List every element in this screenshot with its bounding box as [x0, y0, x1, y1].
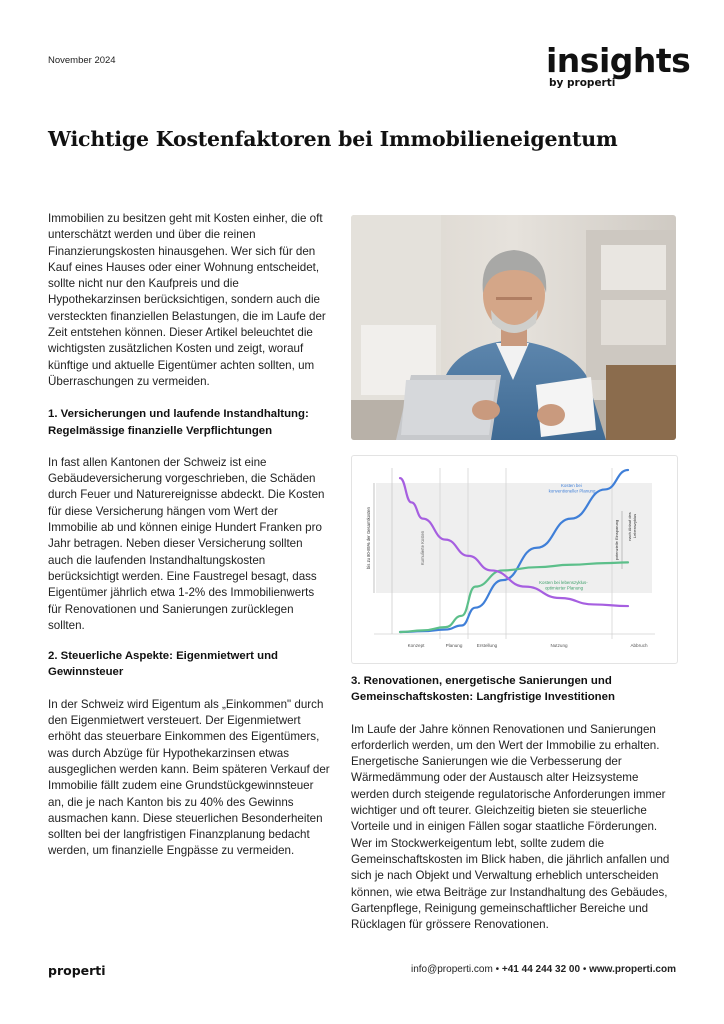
optimized-label: Kosten bei lebenszyklus- optimierter Planung	[539, 580, 588, 591]
cost-chart	[351, 455, 678, 664]
logo-wordmark: insights	[546, 41, 691, 80]
intro-paragraph: Immobilien zu besitzen geht mit Kosten einher, die oft unterschätzt werden und über die reinen Finanzierungskosten hinausgehen. Wer sich für den Kauf eines Hauses oder einer Wohnung entscheidet, sollte nicht nur den Kaufpreis und die Hypothekarzinsen berücksichtigen, sondern auch die versteckten finanziellen Belastungen, die im Laufe der Zeit entstehen können. Dieser Artikel beleuchtet die wichtigsten zusätzlichen Kosten und zeigt, worauf künftige und aktuelle Eigentümer achten sollten, um Überraschungen zu vermeiden.	[48, 212, 326, 388]
x-tick-label: Konzept	[407, 643, 425, 648]
footer-contact	[411, 964, 676, 975]
man-with-laptop-image	[351, 215, 676, 440]
section-1-heading: 1. Versicherungen und laufende Instandhaltung: Regelmässige finanzielle Verpflichtungen	[48, 408, 309, 437]
y-axis-label: bis zu 80-85% der Gesamtkosten	[366, 507, 371, 569]
article-photo	[351, 215, 676, 440]
publication-date: November 2024	[48, 55, 116, 66]
section-1-body: In fast allen Kantonen der Schweiz ist eine Gebäudeversicherung vorgeschrieben, die Schäden durch Feuer und Naturereignisse abdeckt. Die Kosten für diese Versicherung hängen vom Wert der Immobilie ab und können einige Hundert Franken pro Jahr betragen. Neben dieser Versicherung sollten auch die laufenden Instandhaltungskosten berücksichtigt werden. Eine Faustregel besagt, dass Eigentümer jährlich etwa 1-2% des Immobilienwerts für Renovationen und Sanierungen zurücklegen sollten.	[48, 455, 325, 632]
x-tick-label: Abbruch	[630, 643, 648, 648]
logo-subtitle: by properti	[549, 77, 616, 89]
lifecycle-label: nach Ablauf des Lebenszyklus	[627, 512, 637, 541]
footer-web[interactable]: www.properti.com	[589, 964, 676, 975]
lifecycle-cost-chart	[352, 456, 677, 663]
savings-label: potenzielle Einsparung	[614, 519, 619, 561]
section-3-body: Im Laufe der Jahre können Renovationen und Sanierungen erforderlich werden, um den Wert der Immobilie zu erhalten. Energetische Sanierungen wie die Verbesserung der Wärmedämmung oder der Austausch alter Heizsysteme werden durch steigende regulatorische Anforderungen immer wichtiger und oft teurer. Gleichzeitig bieten sie steuerliche Vorteile und in einigen Fällen sogar staatliche Förderungen. Wer im Stockwerkeigentum lebt, sollte zudem die Gemeinschaftskosten im Blick haben, die jährlich anfallen und sich je nach Objekt und Verwaltung erheblich unterscheiden können, wie etwa Beiträge zur Instandhaltung des Gebäudes, Gartenpflege, Reinigung gemeinschaftlicher Bereiche und Rücklagen für grössere Renovationen.	[351, 722, 670, 932]
footer-phone[interactable]: +41 44 244 32 00	[501, 964, 581, 975]
chart-shaded-band	[376, 483, 652, 593]
insights-logo[interactable]	[546, 41, 691, 89]
footer-email[interactable]: info@properti.com	[410, 964, 493, 975]
right-column	[351, 673, 679, 933]
footer-brand[interactable]: properti	[48, 963, 106, 978]
article-title: Wichtige Kostenfaktoren bei Immobilieneigentum	[48, 127, 618, 151]
left-column	[48, 211, 330, 860]
cumulative-cost-label: Kumulierte Kosten	[420, 530, 425, 566]
section-2-body: In der Schweiz wird Eigentum als „Einkommen" durch den Eigenmietwert versteuert. Der Eigenmietwert erhöht das steuerbare Einkommen des Eigentümers, was durch Abzüge für Hypothekarzinsen etwas ausgeglichen werden kann. Beim späteren Verkauf der Immobilie fällt zudem eine Grundstückgewinnsteuer an, die je nach Kanton bis zu 40% des Gewinns ausmachen kann. Diese steuerlichen Besonderheiten sollten bei der langfristigen Finanzplanung bedacht werden, um finanzielle Engpässe zu vermeiden.	[48, 697, 330, 858]
footer-separator: •	[582, 964, 587, 975]
x-tick-label: Nutzung	[550, 643, 568, 648]
footer-separator: •	[495, 964, 500, 975]
section-2-heading: 2. Steuerliche Aspekte: Eigenmietwert und Gewinnsteuer	[48, 650, 278, 679]
conventional-label: Kosten bei konventioneller Planung	[548, 483, 596, 494]
section-3-heading: 3. Renovationen, energetische Sanierungen und Gemeinschaftskosten: Langfristige Investitionen	[351, 675, 615, 704]
x-tick-label: Planung	[445, 643, 463, 648]
x-tick-label: Erstellung	[476, 643, 498, 648]
